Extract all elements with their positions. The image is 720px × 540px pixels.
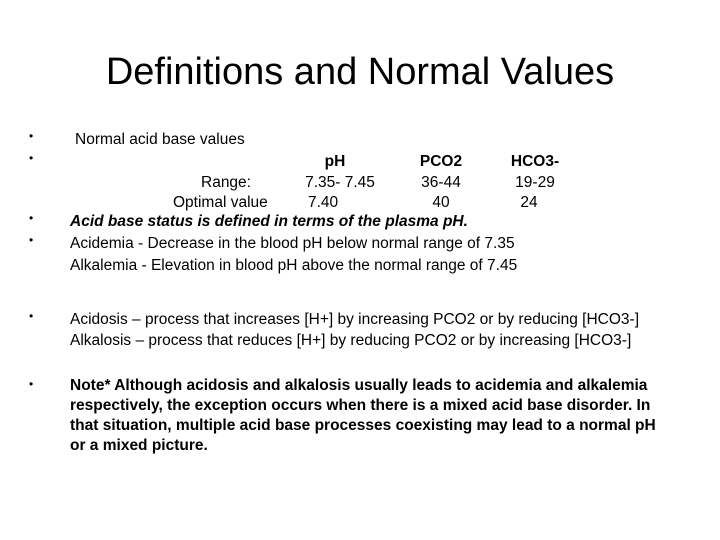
bullet-marker: • bbox=[29, 377, 34, 391]
note-line: or a mixed picture. bbox=[70, 437, 208, 454]
range-value-ph: 7.35- 7.45 bbox=[305, 174, 375, 191]
acidemia-definition: Acidemia - Decrease in the blood pH below normal range of 7.35 bbox=[70, 235, 515, 252]
note-line: respectively, the exception occurs when there is a mixed acid base disorder. In bbox=[70, 397, 651, 414]
header-ph: pH bbox=[324, 153, 346, 170]
range-label: Range: bbox=[201, 174, 251, 191]
bullet-marker: • bbox=[29, 129, 34, 143]
bullet-marker: • bbox=[29, 211, 34, 225]
optimal-label: Optimal value bbox=[173, 194, 268, 211]
bullet-marker: • bbox=[29, 151, 34, 165]
acidosis-definition: Acidosis – process that increases [H+] by increasing PCO2 or by reducing [HCO3-] bbox=[70, 311, 640, 328]
bullet-marker: • bbox=[29, 309, 34, 323]
note-line: Note* Although acidosis and alkalosis usually leads to acidemia and alkalemia bbox=[70, 377, 648, 394]
range-value-hco3: 19-29 bbox=[515, 174, 555, 191]
bullet-marker: • bbox=[29, 233, 34, 247]
optimal-value-ph: 7.40 bbox=[308, 194, 339, 211]
alkalosis-definition: Alkalosis – process that reduces [H+] by reducing PCO2 or by increasing [HCO3-] bbox=[70, 332, 632, 349]
optimal-value-pco2: 40 bbox=[432, 194, 450, 211]
slide-title: Definitions and Normal Values bbox=[105, 51, 615, 93]
optimal-value-hco3: 24 bbox=[520, 194, 538, 211]
alkalemia-definition: Alkalemia - Elevation in blood pH above the normal range of 7.45 bbox=[70, 257, 518, 274]
range-value-pco2: 36-44 bbox=[421, 174, 461, 191]
note-line: that situation, multiple acid base processes coexisting may lead to a normal pH bbox=[70, 417, 656, 434]
status-line: Acid base status is defined in terms of the plasma pH. bbox=[70, 213, 468, 230]
header-hco3: HCO3- bbox=[510, 153, 560, 170]
header-pco2: PCO2 bbox=[419, 153, 463, 170]
normal-values-intro: Normal acid base values bbox=[75, 131, 245, 148]
